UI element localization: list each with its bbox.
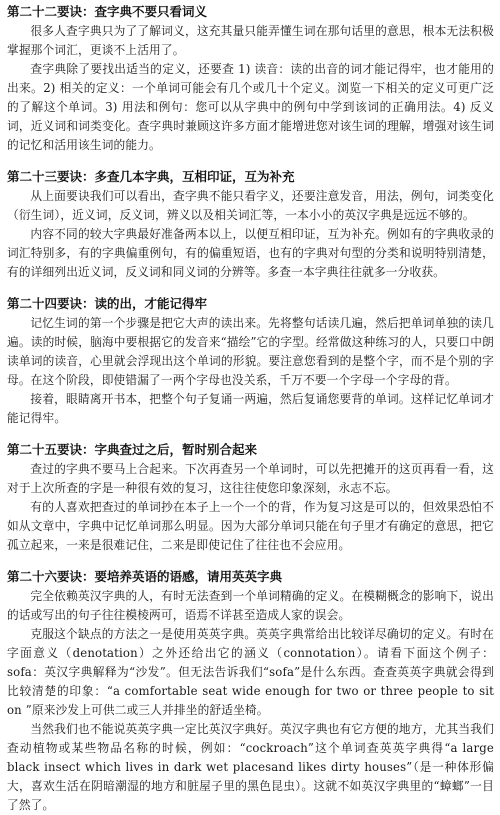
section-heading: 第二十六要诀：要培养英语的语感，请用英英字典 (7, 569, 283, 584)
paragraph: 内容不同的较大字典最好准备两本以上，以便互相印证，互为补充。例如有的字典收录的词汇特别多，有的字典偏重例句，有的偏重短语，也有的字典对句型的分类和说明特别清楚，有的详细列出近义词，反义词和同义词的分辨等。多查一本字典往往就多一分收获。 (7, 227, 494, 279)
section-tip-22 (7, 2, 494, 155)
paragraph: 很多人查字典只为了了解词义，这充其量只能弄懂生词在那句话里的意思，根本无法积极掌握那个词汇，更谈不上活用了。 (7, 24, 494, 57)
section-heading: 第二十三要诀：多查几本字典，互相印证，互为补充 (7, 169, 295, 184)
paragraph: 查过的字典不要马上合起来。下次再查另一个单词时，可以先把摊开的这页再看一看，这对于上次所查的字是一种很有效的复习，这往往使您印象深刻，永志不忘。 (7, 462, 494, 495)
section-tip-24 (7, 294, 494, 428)
paragraph: 完全依赖英汉字典的人，有时无法查到一个单词精确的定义。在模糊概念的影响下，说出的话或写出的句子往往模棱两可，语焉不详甚至造成人家的误会。 (7, 589, 494, 622)
paragraph: 记忆生词的第一个步骤是把它大声的读出来。先将整句话读几遍，然后把单词单独的读几遍。读的时候，脑海中要根据它的发音来“描绘”它的字型。经常做这种练习的人，只要口中朗读单词的读音，心里就会浮现出这个单词的形貌。要注意您看到的是整个字，而不是个别的字母。在这个阶段，即使错漏了一两个字母也没关系，千万不要一个字母一个字母的背。 (7, 316, 494, 387)
paragraph: 当然我们也不能说英英字典一定比英汉字典好。英汉字典也有它方便的地方，尤其当我们查动植物或某些物品名称的时候，例如：“cockroach”这个单词查英英字典得“a large black insect which lives in dark wet placesand likes dirty houses”（是一种体形偏大，喜欢生活在阴暗潮湿的地方和脏屋子里的黑色昆虫）。这就不如英汉字典里的“蟑螂”一目了然了。 (7, 722, 494, 812)
section-heading: 第二十五要诀：字典查过之后，暂时别合起来 (7, 442, 258, 457)
paragraph: 有的人喜欢把查过的单词抄在本子上一个一个的背，作为复习这是可以的，但效果恐怕不如从文章中，字典中记忆单词那么明显。因为大部分单词只能在句子里才有确定的意思，把它孤立起来，一来是很难记住，二来是即使记住了往往也不会应用。 (7, 500, 494, 552)
paragraph: 从上面要诀我们可以看出，查字典不能只看字义，还要注意发音，用法，例句，词类变化（衍生词），近义词，反义词，辨义以及相关词汇等，一本小小的英汉字典是远远不够的。 (7, 189, 494, 222)
paragraph: 克服这个缺点的方法之一是使用英英字典。英英字典常给出比较详尽确切的定义。有时在字面意义（denotation）之外还给出它的涵义（connotation）。请看下面这个例子：sofa：英汉字典解释为“沙发”。但无法告诉我们“sofa”是什么东西。查查英英字典就会得到比较清楚的印象：“a comfortable seat wide enough for two or three people to sit on ”原来沙发上可供二或三人并排坐的舒适坐椅。 (7, 627, 494, 717)
paragraph: 查字典除了要找出适当的定义，还要查 1) 读音：读的出音的词才能记得牢，也才能用的出来。2) 相关的定义：一个单词可能会有几个或几十个定义。浏览一下相关的定义可更广泛的了解这个单词。3) 用法和例句：您可以从字典中的例句中学到该词的正确用法。4) 反义词，近义词和词类变化。查字典时兼顾这许多方面才能增进您对该生词的理解，增强对该生词的记忆和活用该生词的能力。 (7, 62, 494, 152)
section-tip-25 (7, 440, 494, 555)
section-tip-26 (7, 567, 494, 815)
section-heading: 第二十四要诀：读的出，才能记得牢 (7, 296, 208, 311)
paragraph: 接着，眼睛离开书本，把整个句子复诵一两遍，然后复诵您要背的单词。这样记忆单词才能记得牢。 (7, 392, 494, 425)
section-heading: 第二十二要诀：查字典不要只看词义 (7, 4, 208, 19)
section-tip-23 (7, 167, 494, 282)
